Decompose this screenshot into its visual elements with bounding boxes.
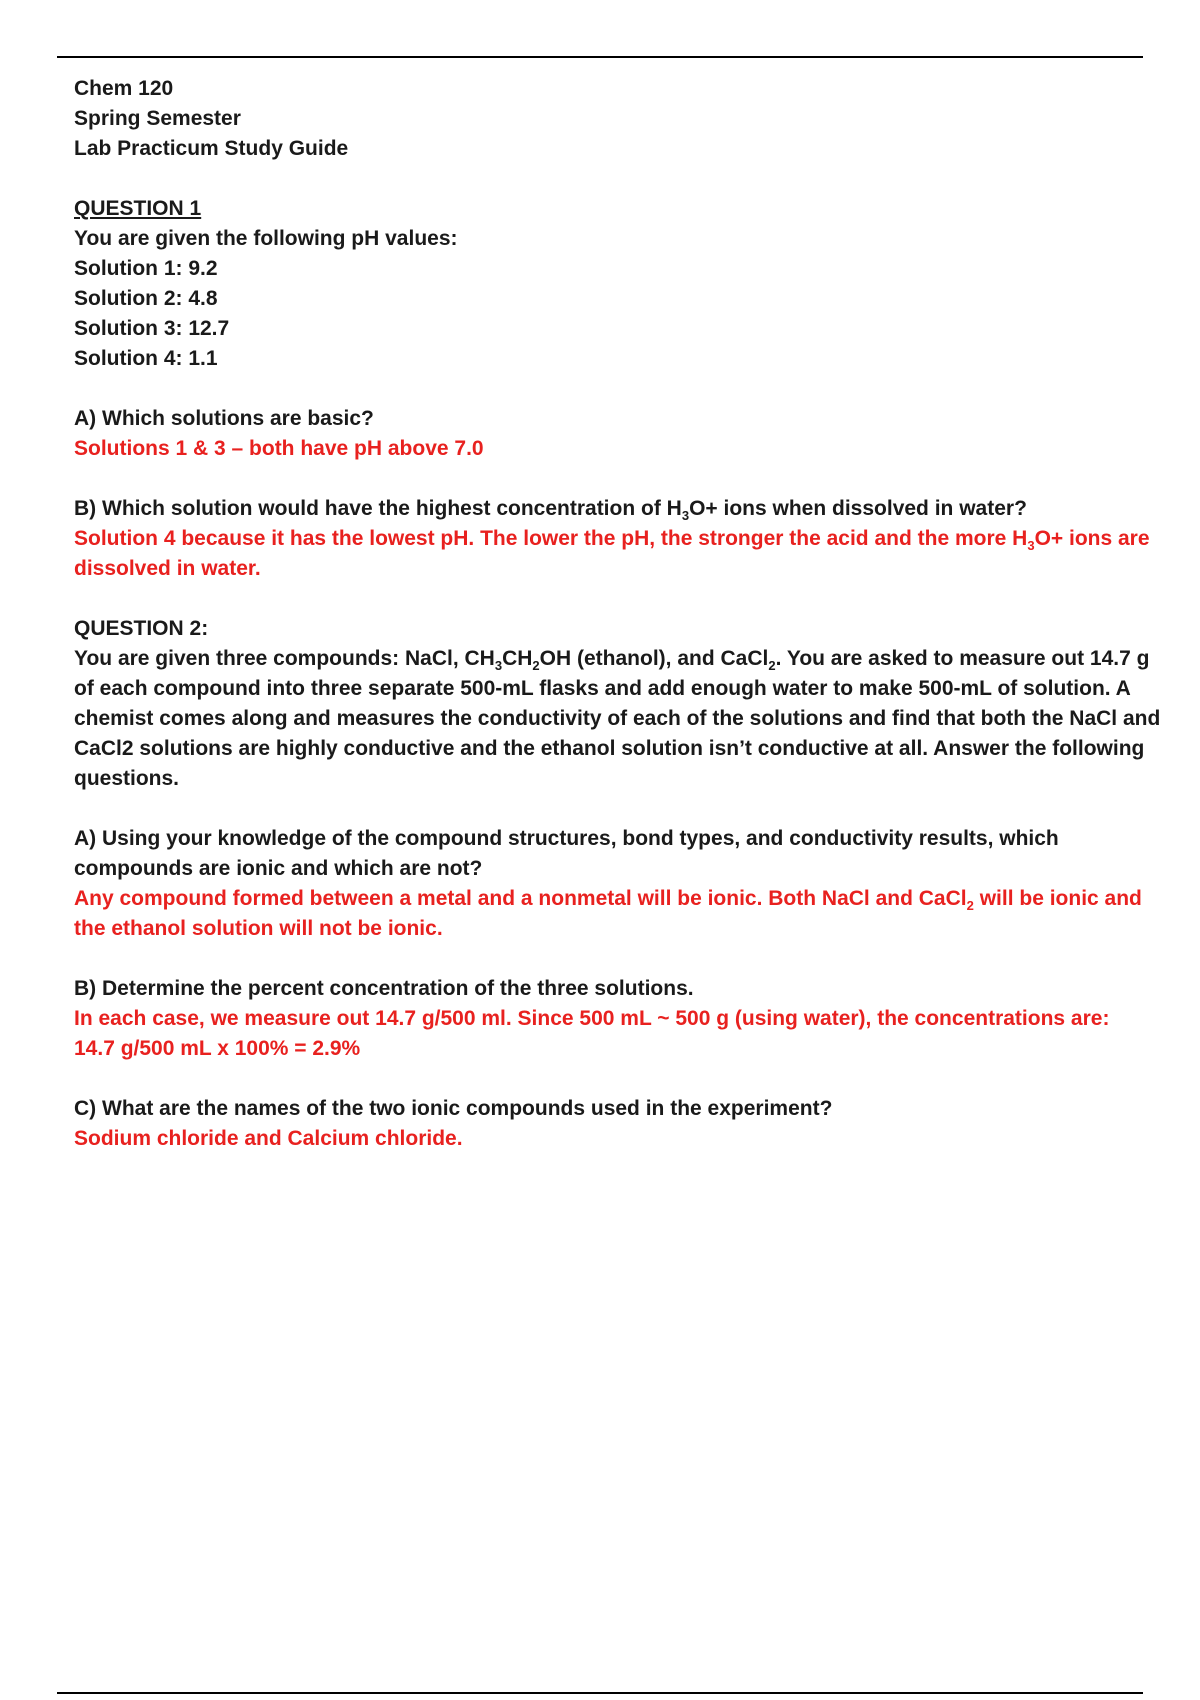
q2-part-c-question: C) What are the names of the two ionic compounds used in the experiment? xyxy=(74,1097,833,1120)
top-rule xyxy=(57,56,1143,58)
spacer xyxy=(74,584,1164,614)
solution-3-value: Solution 3: 12.7 xyxy=(74,317,230,340)
solution-1-value: Solution 1: 9.2 xyxy=(74,257,218,280)
q1-part-b-answer: Solution 4 because it has the lowest pH. The lower the pH, the stronger the acid and the more $H_3O+$ ions are dissolved in water. xyxy=(74,527,1150,580)
q2-part-b-answer-line-1: In each case, we measure out 14.7 g/500 ml. Since 500 mL ~ 500 g (using water), the concentrations are: xyxy=(74,1007,1110,1030)
q2-part-a-answer: Any compound formed between a metal and a nonmetal will be ionic. Both NaCl and CaCl$_2$ will be ionic and the ethanol solution will not be ionic. xyxy=(74,887,1142,940)
bottom-rule xyxy=(57,1692,1143,1694)
spacer xyxy=(74,794,1164,824)
semester-label: Spring Semester xyxy=(74,107,241,130)
solution-4-value: Solution 4: 1.1 xyxy=(74,347,218,370)
q2-part-c-answer: Sodium chloride and Calcium chloride. xyxy=(74,1127,463,1150)
question-2-intro: You are given three compounds: NaCl, $CH_3CH_2OH$ (ethanol), and CaCl$_2$. You are asked to measure out 14.7 g of each compound into three separate 500-mL flasks and add enough water to make 500-mL of solution. A chemist comes along and measures the conductivity of each of the solutions and find that both the NaCl and CaCl2 solutions are highly conductive and the ethanol solution isn’t conductive at all. Answer the following questions. xyxy=(74,647,1161,790)
course-title: Chem 120 xyxy=(74,77,174,100)
q1-part-a-answer: Solutions 1 & 3 – both have pH above 7.0 xyxy=(74,437,484,460)
spacer xyxy=(74,464,1164,494)
q2-part-b-question: B) Determine the percent concentration of the three solutions. xyxy=(74,977,694,1000)
spacer xyxy=(74,1064,1164,1094)
q1-part-a-question: A) Which solutions are basic? xyxy=(74,407,374,430)
question-1-intro: You are given the following pH values: xyxy=(74,227,458,250)
q2-part-a-question: A) Using your knowledge of the compound structures, bond types, and conductivity results, which compounds are ionic and which are not? xyxy=(74,827,1059,880)
q2-part-b-answer-line-2: 14.7 g/500 mL x 100% = 2.9% xyxy=(74,1037,361,1060)
spacer xyxy=(74,164,1164,194)
guide-title: Lab Practicum Study Guide xyxy=(74,137,349,160)
spacer xyxy=(74,944,1164,974)
question-2-heading: QUESTION 2: xyxy=(74,617,209,640)
document-body xyxy=(74,74,1164,1154)
question-1-heading: QUESTION 1 xyxy=(74,197,202,220)
spacer xyxy=(74,374,1164,404)
solution-2-value: Solution 2: 4.8 xyxy=(74,287,218,310)
q1-part-b-question: B) Which solution would have the highest concentration of $H_3O+$ ions when dissolved in water? xyxy=(74,497,1027,524)
